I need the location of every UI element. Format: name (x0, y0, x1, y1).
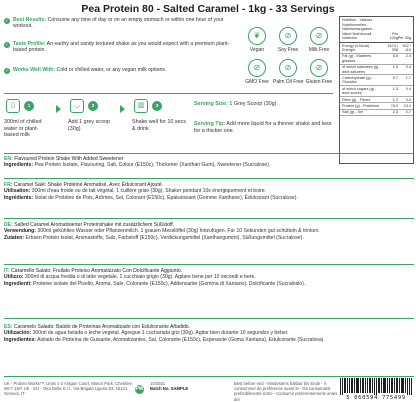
language-code: DE: (4, 222, 13, 228)
serving-tip-value: Add more liquid for a thinner shake and less for a thicker one. (194, 121, 332, 134)
line-label: Utilisation: (4, 188, 31, 195)
badge-milk-free: ⊘ Milk Free (304, 27, 334, 53)
check-icon: ✓ (5, 18, 9, 23)
batch-label: Batch No. (150, 386, 170, 392)
divider (4, 153, 414, 154)
language-code: EN: (4, 156, 13, 162)
nutrition-row: of which saturates (g) - dont saturées 1.3 0.4 (342, 65, 411, 74)
manufacturer-address: UK - Protein Works™, Units 1-2 Aragon Court, Manor Park, Cheshire, WA7 1SP, UK · EU - Oira Della S.r.l., Via Brigata Liguria 63, 16121 Genova, IT (4, 381, 134, 397)
badge-soy-free: ⊘ Soy Free (273, 27, 303, 53)
line-label: Ingredientes: (4, 336, 36, 343)
glass-icon: ▯ (6, 99, 20, 113)
line-label: Verwendung: (4, 228, 36, 235)
barcode-number: 5 060594 775499 (346, 395, 406, 401)
serving-info (194, 97, 334, 151)
nutrition-header-label: Nutrition - Valeurs Nutritionnelles - Nährwertangaben - Valori Nutrizionali - Nutrición (342, 18, 375, 41)
language-code: FR: (4, 182, 13, 188)
language-section-fr (4, 182, 414, 201)
line-label: Ingredienti: (4, 280, 32, 287)
step-text: Shake well for 10 secs & drink (132, 119, 186, 132)
arrow-right-icon (120, 105, 125, 113)
serving-size-value: 1 Grey Scoop (30g) (229, 101, 277, 107)
brand-logo: PW (135, 386, 144, 392)
gluten-free-icon: ⊘ (310, 59, 328, 77)
language-section-es (4, 324, 414, 343)
line-text: 300ml d'eau froide ou de lait végétal, 1 cuillère grise (30g). Shaker pendant 10s énergiquement et boire. (31, 188, 267, 195)
check-icon: ✓ (5, 68, 9, 73)
divider (4, 93, 333, 94)
dietary-badges (242, 27, 334, 93)
language-title: Caramel Salé: Shake Protéiné Aromatisé, Avec Édulcorant Ajouté. (13, 182, 164, 188)
serving-tip (194, 121, 334, 134)
milk-free-icon: ⊘ (310, 27, 328, 45)
nutrition-row: Fat (g) - Matières grasses 6.5 2.0 (342, 54, 411, 63)
nutrition-row: Carbohydrate (g) - Glucides 5.7 1.7 (342, 75, 411, 85)
line-text: Aislado de Proteína de Guisante, Aromatizantes, Sal, Colorante (E150c), Espesante (Goma Xantana), Edulcorante (Sucralosa). (37, 336, 325, 343)
line-text: 300ml di acqua fredda o di latte vegetale, 1 cucchiaio grigio (30g). Agitare bene per 10 secondi e bere. (24, 274, 256, 281)
benefit-label: Taste Profile: (13, 41, 46, 47)
divider (4, 218, 414, 219)
benefit-label: Best Results: (13, 17, 47, 23)
product-title: Pea Protein 80 - Salted Caramel - 1kg - 33 Servings (81, 3, 335, 15)
step-number: 3 (152, 101, 162, 111)
arrow-right-icon (56, 105, 61, 113)
line-label: Ingrédients: (4, 194, 34, 201)
palm-oil-free-icon: ⊘ (279, 59, 297, 77)
line-label: Utilización: (4, 330, 32, 337)
divider (4, 376, 414, 377)
badge-palm-oil-free: ⊘ Palm Oil Free (273, 59, 303, 85)
serving-tip-label: Serving Tip: (194, 121, 226, 127)
language-code: IT: (4, 268, 10, 274)
benefits-list (4, 17, 242, 87)
nutrition-row: Protein (g) - Protéines 78.0 23.4 (342, 103, 411, 108)
line-text: Proteine isolate del Pisello, Aroma, Sale, Colorante (E150c), Addensante (Gomma di Xantano), Dolcificante (Sucralosio). (33, 280, 306, 287)
language-title: Caramello Salato: Frullato Proteico Aromatizzato Con Dolcificante Aggiunto. (11, 268, 183, 274)
gmo-free-icon: ⊘ (248, 59, 266, 77)
barcode-icon (340, 378, 412, 395)
soy-free-icon: ⊘ (279, 27, 297, 45)
line-text: Erbsen Protein Isolat, Aromastoffe, Salz, Farbstoff (E150c), Verdickungsmittel (Xanthangummi), Süßungsmittel (Sucralose). (25, 234, 304, 241)
language-title: Flavoured Protein Shake With Added Sweetener (14, 156, 124, 162)
barcode (338, 378, 414, 402)
language-section-it (4, 268, 414, 287)
nutrition-table (339, 16, 414, 164)
nutrition-row: Energy (kJ/kcal) - Energie 1674 / 398 502 / 119 (342, 43, 411, 52)
serving-size (194, 101, 334, 108)
benefit-label: Works Well With: (13, 67, 56, 73)
preparation-steps (4, 97, 334, 153)
check-icon: ✓ (5, 42, 9, 47)
language-title: Salted Caramel Aromatisierter Proteinshake mit zusätzlichem Süßstoff. (14, 222, 175, 228)
nutrition-row: Salt (g) - Sel 2.3 0.7 (342, 110, 411, 115)
best-before-date: 10/2021 (150, 381, 166, 386)
nutrition-header (340, 17, 413, 43)
benefit-text: Cold or chilled water, or any vegan milk options. (56, 67, 167, 73)
badge-gluten-free: ⊘ Gluten Free (304, 59, 334, 85)
line-text: 300ml gekühltes Wasser oder Pflanzenmilch. 1 grauen Messlöffel (30g) hinzufügen. Für 10 Sekunden gut schütteln & trinken. (37, 228, 320, 235)
nutrition-row: Fibre (g) - Fibres 1.2 0.4 (342, 97, 411, 102)
benefit-text: Consume any time of day or on an empty stomach or within one hour of your workout. (13, 17, 224, 30)
lot-info (150, 381, 200, 391)
badge-vegan: ❦ Vegan (242, 27, 272, 53)
language-title: Caramelo Salado: Batido de Proteínas Aromatizado con Edulcorante Añadido. (13, 324, 191, 330)
badge-gmo-free: ⊘ GMO Free (242, 59, 272, 85)
divider (4, 264, 414, 265)
shaker-icon: ▥ (134, 99, 148, 113)
leaf-icon: ❦ (248, 27, 266, 45)
language-code: ES: (4, 324, 13, 330)
divider (4, 178, 414, 179)
language-section-en (4, 156, 414, 169)
line-label: Zutaten: (4, 234, 25, 241)
scoop-icon: ◡ (70, 99, 84, 113)
divider (4, 318, 414, 319)
nutrition-row: of which sugars (g) - dont sucres 1.3 0.4 (342, 86, 411, 96)
step-number: 1 (24, 101, 34, 111)
line-label: Utilizzo: (4, 274, 24, 281)
line-label: Ingredients: (4, 162, 34, 169)
serving-size-label: Serving Size: (194, 101, 228, 107)
batch-value: SAMPLE (170, 386, 189, 392)
step-number: 2 (88, 101, 98, 111)
line-text: Pea Protein Isolate, Flavouring, Salt, Colour (E150c), Thickener (Xanthan Gum), Sweetener (Sucralose). (34, 162, 271, 169)
best-before-text: Best before end - Mindestens haltbar bis Ende - À consommer de préférence avant le - Da consumarsi preferibilmente entro - Consumir preferentemente antes del (234, 381, 338, 402)
nutrition-col-per100: Per 100g (389, 31, 398, 41)
step-text: 300ml of chilled water or plant-based milk (4, 119, 42, 139)
language-section-de (4, 222, 414, 241)
line-text: 300ml de agua helada o leche vegetal. Agregue 1 cucharada gris (30g). Agitar bien durante 10 segundos y beber. (32, 330, 289, 337)
benefit-text: An earthy and sandy textured shake as you would expect with a premium plant-based protein. (13, 41, 230, 54)
line-text: Isolat de Protéine de Pois, Arômes, Sel, Colorant (E150c), Épaississant (Gomme Xanthane), Édulcorant (Sucralose). (34, 194, 298, 201)
step-text: Add 1 grey scoop (30g) (68, 119, 110, 132)
nutrition-col-per30: Per 30g (397, 36, 411, 41)
